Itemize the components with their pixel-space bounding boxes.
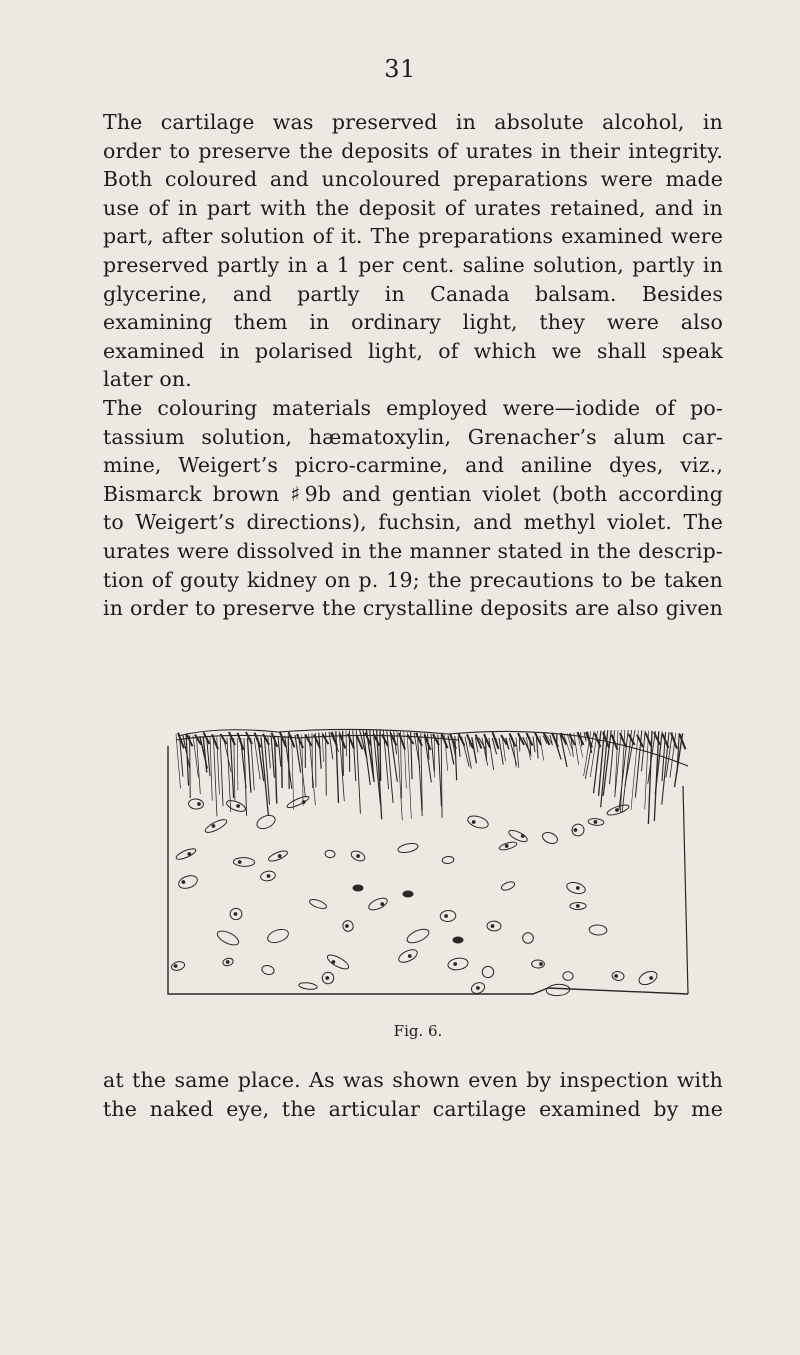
cell-nucleus bbox=[237, 805, 240, 808]
fiber-stroke bbox=[220, 738, 223, 807]
cell-lacuna bbox=[170, 960, 185, 971]
cell-lacuna bbox=[447, 957, 469, 971]
cell-nucleus bbox=[472, 821, 475, 824]
cell-lacuna bbox=[325, 952, 350, 971]
cell-nucleus bbox=[615, 975, 618, 978]
fiber-stroke bbox=[380, 730, 381, 781]
cell-lacuna bbox=[442, 856, 454, 864]
cell-nucleus bbox=[346, 925, 349, 928]
cell-nucleus bbox=[357, 855, 360, 858]
fiber-stroke bbox=[431, 734, 434, 772]
fiber-stroke bbox=[654, 731, 658, 821]
cell-lacuna bbox=[466, 814, 489, 831]
cell-lacuna bbox=[563, 971, 574, 980]
fiber-stroke bbox=[288, 736, 289, 789]
cell-nucleus bbox=[540, 963, 543, 966]
cell-nucleus bbox=[326, 977, 329, 980]
cell-nucleus bbox=[182, 881, 185, 884]
cell-lacuna bbox=[188, 798, 204, 809]
fiber-stroke bbox=[343, 731, 344, 776]
text-line: order to preserve the deposits of urates in their integrity. bbox=[103, 138, 723, 163]
cell-lacuna bbox=[637, 969, 659, 988]
cell-lacuna bbox=[298, 982, 317, 990]
cartilage-illustration bbox=[158, 726, 698, 1006]
cell-nucleus bbox=[491, 925, 494, 928]
cell-lacuna bbox=[266, 927, 290, 945]
fiber-stroke bbox=[289, 732, 295, 747]
fiber-stroke bbox=[353, 730, 356, 781]
cell-nucleus bbox=[650, 977, 653, 980]
fiber-stroke bbox=[271, 737, 274, 778]
fiber-stroke bbox=[251, 738, 255, 791]
cell-nucleus bbox=[332, 961, 335, 964]
cell-nucleus bbox=[454, 963, 457, 966]
text-line: mine, Weigert’s picro-carmine, and aniline dyes, viz., bbox=[103, 453, 723, 478]
cell-lacuna bbox=[507, 828, 528, 844]
cell-lacuna bbox=[308, 898, 327, 911]
cell-nucleus bbox=[408, 955, 411, 958]
fiber-stroke bbox=[404, 731, 407, 788]
cell-lacuna bbox=[589, 925, 607, 936]
cell-nucleus bbox=[212, 825, 215, 828]
cell-nucleus bbox=[616, 809, 619, 812]
text-line: examining them in ordinary light, they were also bbox=[103, 310, 723, 335]
cell-lacuna bbox=[405, 926, 431, 945]
fiber-stroke bbox=[247, 738, 251, 793]
cell-lacuna bbox=[261, 964, 275, 976]
cell-lacuna bbox=[204, 817, 229, 835]
cell-nucleus bbox=[445, 915, 448, 918]
fiber-stroke bbox=[278, 736, 281, 766]
cell-lacuna bbox=[546, 984, 570, 997]
cell-nucleus bbox=[234, 913, 237, 916]
fiber-stroke bbox=[540, 736, 544, 761]
cell-nucleus bbox=[238, 861, 241, 864]
fiber-stroke bbox=[190, 735, 191, 798]
cell-nucleus bbox=[574, 829, 577, 832]
text-line: part, after solution of it. The preparations examined were bbox=[103, 224, 723, 249]
figure-caption-text: Fig. 6. bbox=[393, 1022, 443, 1040]
fiber-stroke bbox=[489, 738, 494, 770]
cell-nucleus bbox=[226, 961, 229, 964]
text-line: in order to preserve the crystalline deposits are also given bbox=[103, 596, 723, 621]
text-line: urates were dissolved in the manner stated in the descrip- bbox=[103, 538, 723, 563]
cell-nucleus bbox=[381, 903, 384, 906]
fiber-stroke bbox=[499, 738, 503, 765]
page-number: 31 bbox=[384, 55, 416, 83]
body-text-top bbox=[103, 108, 723, 623]
urate-deposit bbox=[453, 937, 463, 943]
text-line: examined in polarised light, of which we shall speak bbox=[103, 338, 723, 363]
text-line: The colouring materials employed were—iodide of po- bbox=[103, 395, 723, 420]
cell-lacuna bbox=[215, 928, 240, 948]
text-line: later on. bbox=[103, 367, 192, 392]
cell-lacuna bbox=[570, 822, 586, 838]
text-line: glycerine, and partly in Canada balsam. Besides bbox=[103, 281, 723, 306]
cell-nucleus bbox=[477, 987, 480, 990]
fiber-stroke bbox=[455, 736, 457, 780]
cell-lacuna bbox=[177, 873, 199, 890]
text-line: tassium solution, hæmatoxylin, Grenacher’s alum car- bbox=[103, 424, 723, 449]
text-line: at the same place. As was shown even by inspection with bbox=[103, 1068, 723, 1092]
fiber-stroke bbox=[615, 730, 622, 797]
cell-nucleus bbox=[576, 887, 579, 890]
text-line: The cartilage was preserved in absolute alcohol, in bbox=[103, 110, 723, 134]
fiber-stroke bbox=[234, 738, 235, 801]
cell-lacuna bbox=[500, 880, 516, 892]
cell-nucleus bbox=[188, 853, 191, 856]
fiber-stroke bbox=[210, 737, 212, 801]
fiber-stroke bbox=[533, 736, 535, 752]
cell-lacuna bbox=[255, 813, 277, 831]
cell-lacuna bbox=[523, 933, 534, 944]
fiber-stroke bbox=[574, 733, 579, 765]
fiber-stroke bbox=[510, 733, 516, 746]
text-line: tion of gouty kidney on p. 19; the precautions to be taken bbox=[103, 567, 723, 592]
body-text-bottom bbox=[103, 1066, 723, 1123]
text-line: use of in part with the deposit of urates retained, and in bbox=[103, 195, 723, 220]
cell-lacuna bbox=[233, 857, 254, 867]
fiber-stroke bbox=[458, 736, 460, 756]
cell-nucleus bbox=[267, 875, 270, 878]
cell-nucleus bbox=[594, 821, 597, 824]
fiber-stroke bbox=[213, 737, 217, 816]
figure-caption bbox=[0, 1021, 800, 1041]
fiber-stroke bbox=[346, 731, 347, 757]
fiber-stroke bbox=[550, 735, 552, 745]
cell-lacuna bbox=[367, 896, 389, 912]
cell-nucleus bbox=[505, 845, 508, 848]
text-line: to Weigert’s directions), fuchsin, and methyl violet. The bbox=[103, 510, 723, 535]
text-line: the naked eye, the articular cartilage examined by me bbox=[103, 1096, 723, 1121]
fiber-stroke bbox=[306, 735, 312, 746]
cell-nucleus bbox=[278, 855, 281, 858]
fiber-stroke bbox=[612, 735, 618, 750]
cell-lacuna bbox=[225, 798, 247, 813]
fiber-stroke bbox=[237, 738, 238, 791]
cell-nucleus bbox=[198, 803, 201, 806]
urate-deposit bbox=[403, 891, 413, 897]
fiber-stroke bbox=[281, 736, 282, 788]
fiber-stroke bbox=[615, 730, 618, 795]
cell-lacuna bbox=[397, 842, 419, 854]
cell-lacuna bbox=[325, 850, 336, 858]
fiber-stroke bbox=[645, 731, 649, 810]
cell-nucleus bbox=[521, 835, 524, 838]
fiber-stroke bbox=[586, 732, 592, 747]
cell-lacuna bbox=[541, 830, 559, 845]
urate-deposit bbox=[353, 885, 363, 891]
cell-lacuna bbox=[286, 794, 310, 809]
cartilage-figure bbox=[158, 726, 698, 1098]
text-line: Bismarck brown ♯9b and gentian violet (both according bbox=[103, 481, 723, 506]
fiber-stroke bbox=[230, 738, 233, 798]
cell-nucleus bbox=[174, 965, 177, 968]
cell-lacuna bbox=[175, 847, 197, 862]
text-line: preserved partly in a 1 per cent. saline solution, partly in bbox=[103, 252, 723, 277]
cell-lacuna bbox=[481, 965, 495, 979]
text-line: Both coloured and uncoloured preparations were made bbox=[103, 167, 723, 192]
cell-nucleus bbox=[576, 905, 579, 908]
fiber-stroke bbox=[319, 733, 321, 769]
cell-nucleus bbox=[302, 801, 305, 804]
